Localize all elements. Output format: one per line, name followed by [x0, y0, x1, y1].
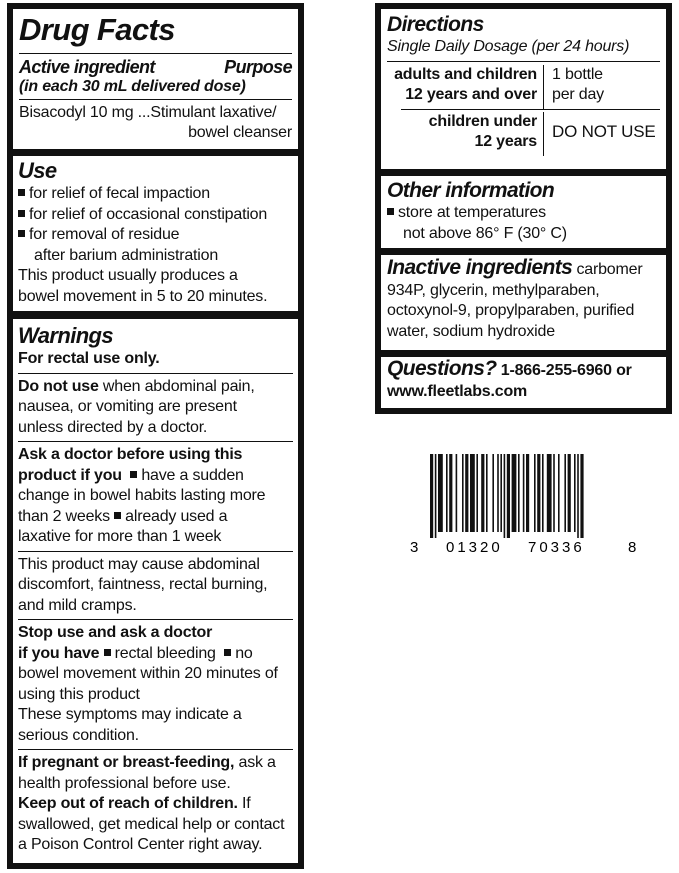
do-not-use: Do not use when abdominal pain, — [18, 377, 255, 395]
barcode-bar — [435, 454, 437, 538]
barcode-bar — [558, 454, 560, 532]
inactive-ingredients-title: Inactive ingredients — [387, 256, 573, 279]
barcode-bar — [492, 454, 494, 532]
barcode-bar — [507, 454, 510, 538]
barcode-bar — [553, 454, 555, 532]
active-ingredient-header-row — [19, 57, 292, 78]
barcode — [400, 448, 660, 558]
use-note: bowel movement in 5 to 20 minutes. — [18, 287, 268, 305]
dosage-amount: 1 bottle per day — [552, 65, 604, 103]
dosage-who: children under 12 years — [387, 112, 544, 156]
inactive-ingredients-line: water, sodium hydroxide — [387, 322, 555, 340]
do-not-use-line: unless directed by a doctor. — [18, 418, 208, 436]
keep-out-line: Keep out of reach of children. If — [18, 795, 251, 812]
bullet-icon — [114, 512, 121, 519]
ask-doctor-line: change in bowel habits lasting more — [18, 487, 266, 504]
directions-box — [381, 9, 666, 169]
questions-line: Questions? 1-866-255-6960 or — [387, 357, 632, 380]
barcode-bar — [446, 454, 448, 532]
barcode-bar — [500, 454, 502, 532]
barcode-digit-first: 3 — [410, 539, 419, 556]
dosage-amount: DO NOT USE — [552, 121, 656, 141]
barcode-bar — [564, 454, 566, 532]
rectal-use-note: For rectal use only. — [18, 350, 160, 367]
questions-box — [381, 357, 666, 408]
barcode-bars — [430, 454, 584, 538]
divider — [18, 749, 293, 750]
other-information-box — [381, 176, 666, 248]
keep-out-line: a Poison Control Center right away. — [18, 836, 263, 853]
drug-facts-header-box — [13, 9, 298, 149]
use-item: for relief of fecal impaction — [18, 184, 292, 205]
barcode-bar — [462, 454, 464, 532]
questions-title: Questions? — [387, 357, 497, 380]
barcode-bar — [568, 454, 571, 532]
drug-facts-panel — [7, 3, 304, 869]
may-cause-line: discomfort, faintness, rectal burning, — [18, 576, 268, 593]
use-box — [13, 156, 298, 311]
barcode-bar — [449, 454, 452, 532]
ask-doctor-line: product if you have a sudden — [18, 466, 244, 484]
pregnancy-line: If pregnant or breast-feeding, ask a — [18, 754, 276, 771]
barcode-bar — [512, 454, 517, 532]
ask-doctor-line: laxative for more than 1 week — [18, 528, 222, 545]
barcode-bar — [577, 454, 579, 538]
stop-use-line: serious condition. — [18, 726, 139, 744]
ingredient-purpose: bowel cleanser — [188, 124, 292, 141]
divider — [19, 99, 292, 100]
warnings-box — [13, 319, 298, 863]
other-information-title: Other information — [387, 179, 555, 202]
inactive-ingredients-line: 934P, glycerin, methylparaben, — [387, 281, 600, 299]
pregnancy-line: health professional before use. — [18, 774, 231, 792]
stop-use-line: using this product — [18, 685, 140, 703]
ask-doctor-heading: Ask a doctor before using this — [18, 446, 243, 463]
may-cause-line: and mild cramps. — [18, 596, 137, 614]
drug-facts-title: Drug Facts — [19, 12, 175, 47]
barcode-bar — [547, 454, 552, 532]
bullet-icon — [18, 230, 25, 237]
ask-doctor-line: than 2 weeks already used a — [18, 507, 228, 525]
right-panel — [375, 3, 672, 414]
stop-use-line: if you have rectal bleeding no — [18, 644, 253, 662]
barcode-bar — [430, 454, 433, 538]
inactive-ingredients-line: octoxynol-9, propylparaben, purified — [387, 302, 635, 319]
other-information-item: not above 86° F (30° C) — [403, 224, 567, 242]
bullet-icon — [104, 649, 111, 656]
divider — [18, 373, 293, 374]
barcode-bar — [465, 454, 468, 532]
barcode-bar — [481, 454, 484, 532]
stop-use-line: These symptoms may indicate a — [18, 706, 242, 723]
barcode-bar — [518, 454, 520, 532]
use-title: Use — [18, 158, 57, 183]
do-not-use-line: nausea, or vomiting are present — [18, 398, 237, 415]
directions-row-adults — [387, 65, 660, 109]
directions-subtitle: Single Daily Dosage (per 24 hours) — [387, 38, 630, 55]
use-item: for removal of residue — [18, 225, 292, 246]
divider — [19, 53, 292, 54]
directions-title: Directions — [387, 13, 484, 36]
use-note: This product usually produces a — [18, 267, 238, 284]
ingredient-line: Bisacodyl 10 mg ...Stimulant laxative/ — [19, 103, 277, 121]
barcode-bar — [486, 454, 488, 532]
barcode-bar — [438, 454, 443, 532]
barcode-bar — [476, 454, 478, 532]
inactive-ingredients-line: Inactive ingredients carbomer — [387, 256, 643, 279]
directions-row-children — [387, 112, 660, 156]
barcode-bar — [470, 454, 475, 532]
barcode-bar — [580, 454, 583, 538]
inactive-ingredients-box — [381, 255, 666, 350]
stop-use-line: bowel movement within 20 minutes of — [18, 665, 278, 682]
active-ingredient-header: Active ingredient — [19, 57, 155, 77]
questions-website: www.fleetlabs.com — [387, 382, 528, 400]
divider — [401, 109, 660, 110]
divider — [18, 551, 293, 552]
may-cause-line: This product may cause abdominal — [18, 555, 260, 573]
bullet-icon — [18, 189, 25, 196]
other-information-item: store at temperatures — [387, 203, 660, 224]
warnings-title: Warnings — [18, 323, 114, 348]
barcode-bar — [574, 454, 576, 532]
purpose-header: Purpose — [224, 57, 292, 77]
barcode-bar — [526, 454, 529, 532]
barcode-bar — [523, 454, 525, 532]
bullet-icon — [130, 471, 137, 478]
stop-use-heading: Stop use and ask a doctor — [18, 624, 213, 641]
divider — [18, 619, 293, 620]
barcode-bar — [537, 454, 540, 532]
barcode-digit-last: 8 — [628, 539, 637, 556]
barcode-bar — [497, 454, 499, 532]
barcode-bar — [542, 454, 544, 532]
use-item-continuation: after barium administration — [34, 246, 219, 264]
bullet-icon — [18, 210, 25, 217]
barcode-group-2: 70336 — [528, 539, 585, 556]
divider — [18, 441, 293, 442]
use-item: for relief of occasional constipation — [18, 205, 292, 226]
barcode-bar — [534, 454, 536, 532]
bullet-icon — [224, 649, 231, 656]
barcode-bar — [504, 454, 506, 538]
divider — [387, 61, 660, 62]
bullet-icon — [387, 208, 394, 215]
dosage-who: adults and children 12 years and over — [387, 65, 544, 109]
dose-note: (in each 30 mL delivered dose) — [19, 77, 246, 95]
barcode-group-1: 01320 — [446, 539, 503, 556]
keep-out-line: swallowed, get medical help or contact — [18, 815, 285, 833]
barcode-bar — [456, 454, 458, 532]
